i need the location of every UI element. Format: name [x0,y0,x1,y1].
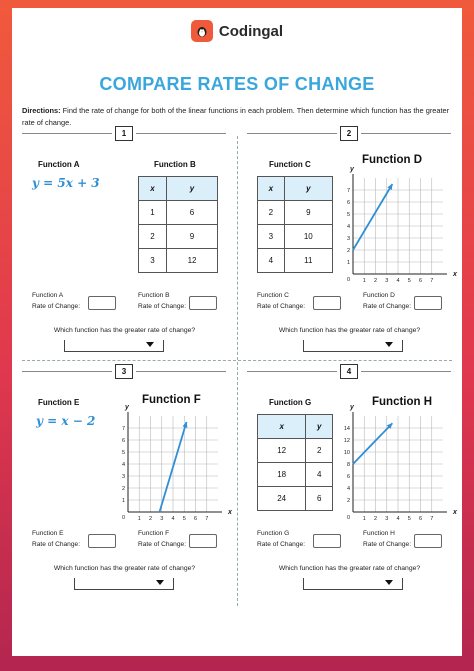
worksheet [12,8,462,656]
function-e-name: Function E [38,398,80,407]
rate-of-change-text: Rate of Change: [138,303,187,310]
horizontal-divider [22,360,452,361]
section-rule [136,133,226,134]
rate-of-change-text: Rate of Change: [32,541,81,548]
function-g-table [257,414,333,511]
table-cell: 9 [167,225,218,249]
rate-label-left [257,528,305,550]
x-tick-label: 1 [362,278,366,284]
table-cell: 6 [167,201,218,225]
y-tick-label: 4 [346,486,350,492]
table-cell: 3 [139,249,167,273]
x-tick-label: 5 [407,516,411,522]
y-tick-label: 5 [121,450,125,456]
y-tick-label: 8 [346,462,350,468]
brand-header [12,20,462,42]
section-rule [136,371,226,372]
table-cell: 24 [258,487,306,511]
table-header-x: x [258,177,285,201]
y-tick-label: 3 [346,236,350,242]
function-d-graph [343,166,457,288]
function-h-rate-input[interactable] [414,534,442,548]
function-g-name: Function G [269,398,312,407]
table-cell: 18 [258,463,306,487]
rate-of-change-text: Rate of Change: [363,303,412,310]
origin-label: 0 [346,515,350,521]
rate-label-right [138,290,186,312]
section-rule [247,133,337,134]
chevron-down-icon [156,580,164,585]
rate-function-name: Function B [138,292,170,299]
rate-function-name: Function D [363,292,395,299]
function-f-title: Function F [142,394,201,406]
x-tick-label: 3 [160,516,164,522]
x-tick-label: 4 [396,278,400,284]
function-a-rate-input[interactable] [88,296,116,310]
y-tick-label: 2 [121,486,125,492]
rate-label-right [138,528,186,550]
y-tick-label: 6 [121,438,125,444]
table-header-x: x [258,415,306,439]
rate-label-right [363,528,411,550]
rate-label-left [257,290,305,312]
y-tick-label: 4 [121,462,125,468]
table-cell: 3 [258,225,285,249]
table-cell: 4 [258,249,285,273]
y-tick-label: 1 [121,498,125,504]
x-axis-label: x [453,271,457,278]
table-cell: 2 [258,201,285,225]
rate-function-name: Function G [257,530,290,537]
section-rule [361,133,451,134]
problem-4 [237,364,462,594]
rate-function-name: Function F [138,530,170,537]
greater-rate-dropdown[interactable] [74,576,174,590]
rate-of-change-text: Rate of Change: [257,541,306,548]
y-tick-label: 2 [346,248,350,254]
x-axis-label: x [453,509,457,516]
table-cell: 11 [284,249,332,273]
x-tick-label: 4 [396,516,400,522]
x-tick-label: 7 [430,516,434,522]
rate-label-left [32,290,80,312]
footer-brand-top: TOP [447,640,460,646]
table-cell: 9 [284,201,332,225]
x-tick-label: 7 [430,278,434,284]
rate-of-change-text: Rate of Change: [32,303,81,310]
table-cell: 6 [306,487,333,511]
x-tick-label: 2 [373,278,378,284]
y-tick-label: 6 [346,474,350,480]
x-tick-label: 7 [205,516,209,522]
function-c-name: Function C [269,160,311,169]
section-rule [22,371,112,372]
problem-1 [12,126,237,356]
table-header-y: y [167,177,218,201]
function-c-table [257,176,333,273]
table-cell: 1 [139,201,167,225]
y-tick-label: 12 [343,438,350,444]
problem-number: 3 [115,364,133,379]
y-axis-label: y [350,404,354,411]
function-h-title: Function H [372,396,433,408]
table-header-y: y [306,415,333,439]
function-e-equation: y = x − 2 [36,414,96,428]
function-c-rate-input[interactable] [313,296,341,310]
x-tick-label: 2 [148,516,153,522]
chevron-down-icon [385,342,393,347]
directions-text: Find the rate of change for both of the linear functions in each problem. Then determine which function has the greater rate of change. [22,106,450,127]
table-header-y: y [284,177,332,201]
function-g-rate-input[interactable] [313,534,341,548]
y-tick-label: 1 [346,260,350,266]
x-tick-label: 2 [373,516,378,522]
section-rule [247,371,337,372]
x-tick-label: 6 [418,278,423,284]
function-f-graph [118,404,232,526]
directions [22,105,450,128]
x-tick-label: 6 [193,516,198,522]
problem-number: 2 [340,126,358,141]
y-tick-label: 6 [346,200,350,206]
function-b-table [138,176,218,273]
function-a-name: Function A [38,160,80,169]
which-question: Which function has the greater rate of change? [278,565,421,572]
function-h-graph [343,404,457,526]
table-cell: 12 [167,249,218,273]
table-cell: 2 [306,439,333,463]
x-axis-label: x [228,509,232,516]
x-tick-label: 4 [171,516,175,522]
chevron-down-icon [385,580,393,585]
which-question: Which function has the greater rate of change? [53,565,196,572]
directions-label: Directions: [22,106,61,115]
page-title: COMPARE RATES OF CHANGE [99,74,375,94]
function-a-equation: y = 5x + 3 [32,176,100,190]
problem-2 [237,126,462,356]
rate-function-name: Function H [363,530,395,537]
y-tick-label: 3 [121,474,125,480]
table-cell: 2 [139,225,167,249]
y-tick-label: 4 [346,224,350,230]
problem-number: 4 [340,364,358,379]
greater-rate-dropdown[interactable] [303,338,403,352]
x-tick-label: 3 [385,278,389,284]
table-cell: 10 [284,225,332,249]
function-b-name: Function B [154,160,196,169]
problem-3 [12,364,237,594]
rate-of-change-text: Rate of Change: [138,541,187,548]
x-tick-label: 3 [385,516,389,522]
y-tick-label: 10 [343,450,350,456]
brand-name: Codingal [218,22,284,40]
table-cell: 4 [306,463,333,487]
rate-function-name: Function E [32,530,64,537]
rate-of-change-text: Rate of Change: [363,541,412,548]
origin-label: 0 [346,277,350,283]
section-rule [361,371,451,372]
origin-label: 0 [121,515,125,521]
x-tick-label: 6 [418,516,423,522]
section-rule [22,133,112,134]
greater-rate-dropdown[interactable] [64,338,164,352]
which-question: Which function has the greater rate of change? [278,327,421,334]
x-tick-label: 1 [362,516,366,522]
penguin-logo-icon [191,20,213,42]
y-tick-label: 2 [346,498,350,504]
rate-of-change-text: Rate of Change: [257,303,306,310]
y-tick-label: 7 [346,188,350,194]
function-d-title: Function D [362,154,423,166]
which-question: Which function has the greater rate of change? [53,327,196,334]
rate-label-right [363,290,411,312]
function-b-rate-input[interactable] [189,296,217,310]
chevron-down-icon [146,342,154,347]
y-axis-label: y [125,404,129,411]
rate-function-name: Function A [32,292,64,299]
greater-rate-dropdown[interactable] [303,576,403,590]
y-axis-label: y [350,166,354,173]
y-tick-label: 7 [121,426,125,432]
function-d-rate-input[interactable] [414,296,442,310]
function-f-rate-input[interactable] [189,534,217,548]
y-tick-label: 14 [343,426,350,432]
footer-brand-bottom: worksheets [426,647,460,653]
function-e-rate-input[interactable] [88,534,116,548]
y-tick-label: 5 [346,212,350,218]
x-tick-label: 1 [137,516,141,522]
x-tick-label: 5 [407,278,411,284]
topworksheets-logo [427,640,460,654]
table-header-x: x [139,177,167,201]
x-tick-label: 5 [182,516,186,522]
table-cell: 12 [258,439,306,463]
problem-number: 1 [115,126,133,141]
rate-label-left [32,528,80,550]
rate-function-name: Function C [257,292,289,299]
